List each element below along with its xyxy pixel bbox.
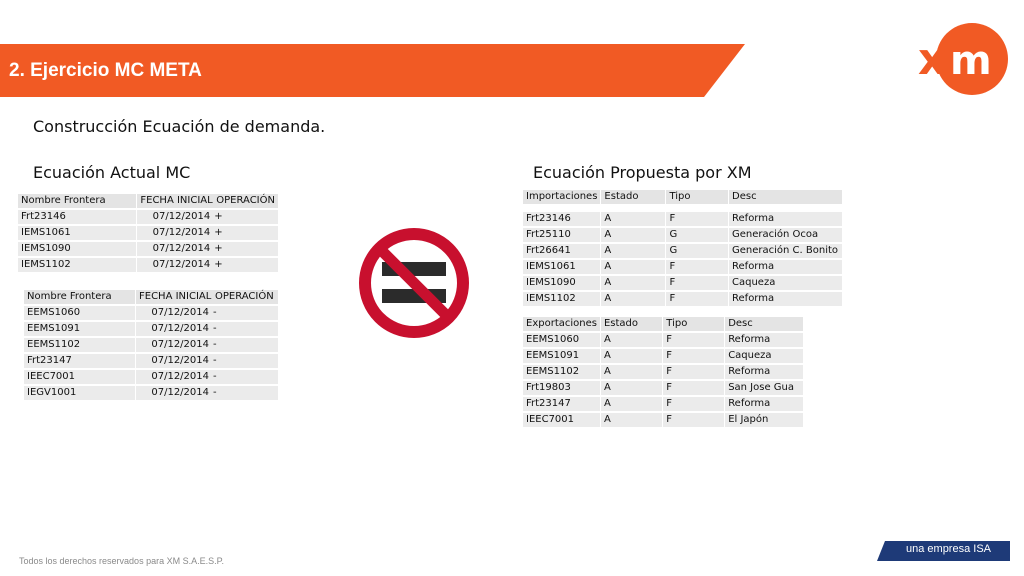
cell-frontera: EEMS1060 [523,333,601,347]
cell-frontera: IEMS1090 [523,276,601,290]
table-row [523,276,843,290]
cell-frontera: Frt19803 [523,381,601,395]
table-header-row [18,194,279,208]
cell-operacion: - [212,338,279,352]
header-cell: Estado [601,317,663,331]
header-cell: Exportaciones [523,317,601,331]
table-row [24,322,279,336]
cell-operacion: - [212,306,279,320]
cell-operacion: + [213,258,279,272]
exports-table [523,315,804,429]
cell-desc: Reforma [725,365,804,379]
isa-badge-label: una empresa ISA [906,543,991,555]
table-row [523,228,843,242]
cell-frontera: Frt25110 [523,228,601,242]
table-row [523,349,804,363]
cell-desc: El Japón [725,413,804,427]
cell-estado: A [601,365,663,379]
cell-tipo: F [666,292,729,306]
header-cell: Nombre Frontera [18,194,137,208]
cell-estado: A [601,212,666,226]
header-cell: OPERACIÓN [212,290,279,304]
cell-desc: Reforma [729,212,843,226]
cell-frontera: EEMS1091 [24,322,136,336]
cell-frontera: EEMS1102 [523,365,601,379]
cell-fecha: 07/12/2014 [136,322,212,336]
cell-frontera: EEMS1060 [24,306,136,320]
cell-estado: A [601,228,666,242]
cell-frontera: Frt23147 [523,397,601,411]
cell-fecha: 07/12/2014 [136,306,212,320]
table-row [18,242,279,256]
cell-frontera: IEMS1102 [18,258,137,272]
imports-table [523,188,843,308]
cell-frontera: IEMS1102 [523,292,601,306]
cell-operacion: + [213,242,279,256]
table-row [24,386,279,400]
cell-tipo: F [663,333,725,347]
header-cell: Desc [729,190,843,204]
cell-tipo: F [663,365,725,379]
cell-estado: A [601,397,663,411]
cell-frontera: Frt23146 [18,210,137,224]
cell-frontera: IEMS1061 [18,226,137,240]
cell-fecha: 07/12/2014 [137,258,213,272]
cell-frontera: IEEC7001 [24,370,136,384]
header-cell: Tipo [663,317,725,331]
header-cell: FECHA INICIAL [137,194,213,208]
table-row [523,244,843,258]
cell-tipo: F [666,212,729,226]
header-cell: FECHA INICIAL [136,290,212,304]
cell-operacion: - [212,322,279,336]
cell-desc: Caqueza [725,349,804,363]
cell-estado: A [601,260,666,274]
header-cell: Importaciones [523,190,601,204]
cell-frontera: IEEC7001 [523,413,601,427]
cell-desc: Caqueza [729,276,843,290]
cell-tipo: F [666,260,729,274]
cell-desc: Generación C. Bonito [729,244,843,258]
table-row [523,212,843,226]
cell-desc: San Jose Gua [725,381,804,395]
slide-subtitle: Construcción Ecuación de demanda. [33,117,326,136]
cell-frontera: EEMS1091 [523,349,601,363]
cell-frontera: Frt26641 [523,244,601,258]
cell-tipo: F [663,349,725,363]
header-cell: Desc [725,317,804,331]
cell-operacion: - [212,386,279,400]
heading-current-equation: Ecuación Actual MC [33,163,191,182]
cell-estado: A [601,276,666,290]
cell-tipo: F [663,381,725,395]
cell-tipo: F [663,413,725,427]
cell-desc: Reforma [729,260,843,274]
cell-tipo: F [663,397,725,411]
cell-frontera: Frt23147 [24,354,136,368]
cell-desc: Reforma [729,292,843,306]
cell-estado: A [601,413,663,427]
current-minus-table [24,288,279,402]
heading-proposed-equation: Ecuación Propuesta por XM [533,163,752,182]
cell-operacion: - [212,370,279,384]
logo-x-letter: x [918,34,947,85]
table-row [24,306,279,320]
cell-fecha: 07/12/2014 [136,386,212,400]
table-row [523,397,804,411]
xm-logo [912,22,1010,96]
cell-fecha: 07/12/2014 [136,354,212,368]
table-row [18,226,279,240]
cell-estado: A [601,244,666,258]
cell-fecha: 07/12/2014 [137,210,213,224]
header-cell: Tipo [666,190,729,204]
cell-frontera: IEGV1001 [24,386,136,400]
header-cell: OPERACIÓN [213,194,279,208]
current-plus-table [18,192,279,274]
table-row [24,338,279,352]
cell-estado: A [601,349,663,363]
cell-fecha: 07/12/2014 [136,338,212,352]
cell-estado: A [601,381,663,395]
cell-fecha: 07/12/2014 [136,370,212,384]
cell-frontera: IEMS1061 [523,260,601,274]
cell-fecha: 07/12/2014 [137,226,213,240]
cell-frontera: IEMS1090 [18,242,137,256]
table-row [523,381,804,395]
cell-frontera: Frt23146 [523,212,601,226]
cell-desc: Reforma [725,333,804,347]
table-row [24,370,279,384]
copyright-footer: Todos los derechos reservados para XM S.A.E.S.P. [19,556,224,566]
header-cell: Nombre Frontera [24,290,136,304]
slide-title: 2. Ejercicio MC META [9,60,202,81]
table-row [523,333,804,347]
table-header-row [523,317,804,331]
table-row [523,365,804,379]
cell-tipo: G [666,228,729,242]
cell-desc: Reforma [725,397,804,411]
cell-operacion: + [213,226,279,240]
table-row [24,354,279,368]
table-row [18,210,279,224]
logo-m-letter: m [950,38,992,84]
table-header-row [523,190,843,204]
cell-tipo: G [666,244,729,258]
cell-tipo: F [666,276,729,290]
table-row [523,260,843,274]
cell-operacion: - [212,354,279,368]
table-row [18,258,279,272]
header-cell: Estado [601,190,666,204]
cell-estado: A [601,333,663,347]
not-equal-prohibited-icon [357,226,471,340]
cell-estado: A [601,292,666,306]
table-row [523,413,804,427]
cell-operacion: + [213,210,279,224]
cell-frontera: EEMS1102 [24,338,136,352]
cell-fecha: 07/12/2014 [137,242,213,256]
table-header-row [24,290,279,304]
table-row [523,292,843,306]
cell-desc: Generación Ocoa [729,228,843,242]
